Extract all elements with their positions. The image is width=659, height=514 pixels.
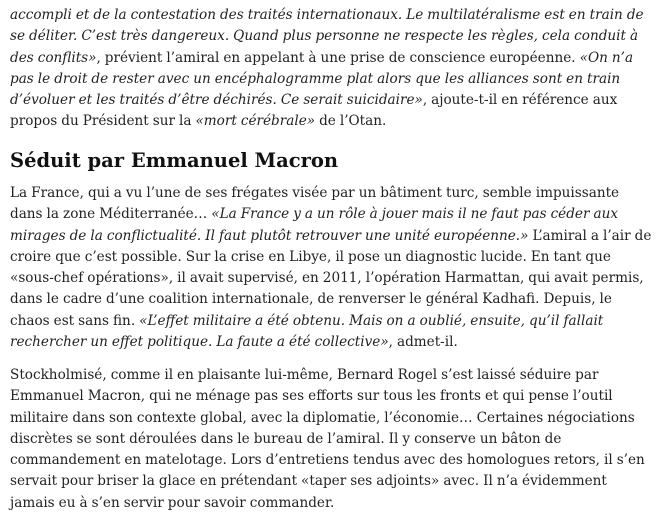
quote-multilateralism: accompli et de la contestation des traités internationaux. Le multilatéralisme est en train de se déliter. C’est très dangereux. Quand plus personne ne respecte les règles, cela conduit à des conflits»	[10, 7, 644, 66]
paragraph-france-libya	[10, 183, 655, 353]
paragraph-text: L’amiral a l’air de croire que c’est possible. Sur la crise en Libye, il pose un diagnostic lucide. En tant que «sous-chef opérations», il avait supervisé, en 2011, l’opération Harmattan, qui avait permis, dans le cadre d’une coalition internationale, de renverser le général Kadhafi. Depuis, le chaos est sans fin.	[10, 227, 652, 329]
paragraph-stockholmise: Stockholmisé, comme il en plaisante lui-même, Bernard Rogel s’est laissé séduire par Emmanuel Macron, qui ne ménage pas ses efforts sur tous les fronts et qui pense l’outil militaire dans son contexte global, avec la diplomatie, l’économie… Certaines négociations discrètes se sont déroulées dans le bureau de l’amiral. Il y conserve un bâton de commandement en matelotage. Lors d’entretiens tendus avec des homologues retors, il s’en servait pour briser la glace en prétendant «taper ses adjoints» avec. Il n’a évidemment jamais eu à s’en servir pour savoir commander.	[10, 367, 645, 511]
paragraph-text: La France, qui a vu l’une de ses frégates visée par un bâtiment turc, semble impuissante dans la zone Méditerranée…	[10, 185, 620, 223]
paragraph-text: , admet-il.	[388, 334, 458, 351]
section-heading: Séduit par Emmanuel Macron	[10, 149, 339, 172]
quote-european-unity: «La France y a un rôle à jouer mais il ne faut pas céder aux mirages de la conflictualité. Il faut plutôt retrouver une unité européenne.»	[10, 206, 619, 244]
paragraph-text: , ajoute-t-il en référence aux propos du Président sur la	[10, 92, 618, 130]
paragraph-intro	[10, 5, 655, 133]
quote-encephalogram: «On n’a pas le droit de rester avec un encéphalogramme plat alors que les alliances sont en train d’évoluer et les traités d’être déchirés. Ce serait suicidaire»	[10, 49, 634, 109]
paragraph-text: , prévient l’amiral en appelant à une prise de conscience européenne.	[96, 49, 580, 66]
quote-brain-death: «mort cérébrale»	[195, 113, 316, 130]
paragraph-text: de l’Otan.	[315, 113, 387, 130]
quote-military-effect: «L’effet militaire a été obtenu. Mais on a oublié, ensuite, qu’il fallait rechercher un effet politique. La faute a été collective»	[10, 312, 604, 351]
